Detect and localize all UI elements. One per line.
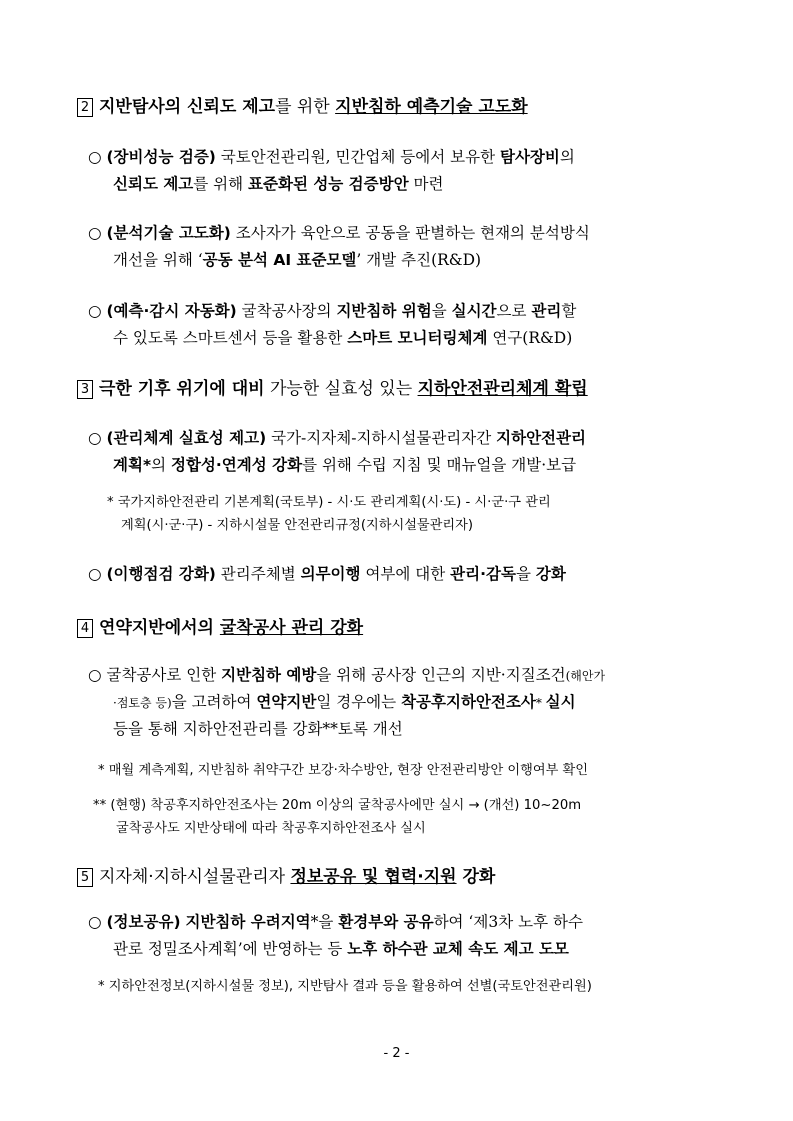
section-3-heading: 3 극한 기후 위기에 대비 가능한 실효성 있는 지하안전관리체계 확립: [77, 374, 588, 399]
section-number-box: 3: [77, 380, 93, 399]
list-item-continuation: 수 있도록 스마트센서 등을 활용한 스마트 모니터링체계 연구(R&D): [113, 329, 573, 347]
bullet-icon: ○: [88, 224, 102, 242]
list-item-continuation: 관로 정밀조사계획’에 반영하는 등 노후 하수관 교체 속도 제고 도모: [113, 940, 569, 958]
bullet-icon: ○: [88, 302, 102, 320]
footnote-continuation: 굴착공사도 지반상태에 따라 착공후지하안전조사 실시: [116, 821, 426, 836]
list-item-continuation: 신뢰도 제고를 위해 표준화된 성능 검증방안 마련: [113, 175, 444, 193]
footnote-continuation: 계획(시·군·구) - 지하시설물 안전관리규정(지하시설물관리자): [121, 518, 474, 533]
bullet-icon: ○: [88, 148, 102, 166]
section-number-box: 2: [77, 98, 93, 117]
list-item: ○ (이행점검 강화) 관리주체별 의무이행 여부에 대한 관리·감독을 강화: [88, 565, 566, 583]
section-number-box: 5: [77, 868, 93, 887]
section-4-heading: 4 연약지반에서의 굴착공사 관리 강화: [77, 613, 363, 638]
bullet-icon: ○: [88, 913, 102, 931]
list-item-continuation: ·점토층 등)을 고려하여 연약지반일 경우에는 착공후지하안전조사* 실시: [113, 693, 576, 711]
list-item: ○ (예측·감시 자동화) 굴착공사장의 지반침하 위험을 실시간으로 관리할: [88, 302, 577, 320]
list-item: ○ (분석기술 고도화) 조사자가 육안으로 공동을 판별하는 현재의 분석방식: [88, 224, 590, 242]
footnote: * 매월 계측계획, 지반침하 취약구간 보강·차수방안, 현장 안전관리방안 이행여부 확인: [98, 763, 589, 778]
bullet-icon: ○: [88, 666, 102, 684]
list-item: ○ (관리체계 실효성 제고) 국가-지자체-지하시설물관리자간 지하안전관리: [88, 429, 586, 447]
page-number: - 2 -: [383, 1046, 410, 1061]
list-item-continuation: 등을 통해 지하안전관리를 강화**토록 개선: [113, 720, 403, 738]
list-item: ○ 굴착공사로 인한 지반침하 예방을 위해 공사장 인근의 지반·지질조건(해안가: [88, 666, 606, 684]
bullet-icon: ○: [88, 565, 102, 583]
footnote: * 국가지하안전관리 기본계획(국토부) - 시·도 관리계획(시·도) - 시·군·구 관리: [107, 495, 551, 510]
footnote: ** (현행) 착공후지하안전조사는 20m 이상의 굴착공사에만 실시 → (개선) 10~20m: [93, 798, 582, 813]
list-item-continuation: 계획*의 정합성·연계성 강화를 위해 수립 지침 및 매뉴얼을 개발·보급: [113, 456, 577, 474]
section-5-heading: 5 지자체·지하시설물관리자 정보공유 및 협력·지원 강화: [77, 862, 495, 887]
list-item: ○ (장비성능 검증) 국토안전관리원, 민간업체 등에서 보유한 탐사장비의: [88, 148, 575, 166]
section-2-heading: 2 지반탐사의 신뢰도 제고를 위한 지반침하 예측기술 고도화: [77, 92, 528, 117]
section-number-box: 4: [77, 619, 93, 638]
list-item: ○ (정보공유) 지반침하 우려지역*을 환경부와 공유하여 ‘제3차 노후 하수: [88, 913, 583, 931]
list-item-continuation: 개선을 위해 ‘공동 분석 AI 표준모델’ 개발 추진(R&D): [113, 251, 482, 269]
bullet-icon: ○: [88, 429, 102, 447]
footnote: * 지하안전정보(지하시설물 정보), 지반탐사 결과 등을 활용하여 선별(국토안전관리원): [98, 979, 592, 994]
